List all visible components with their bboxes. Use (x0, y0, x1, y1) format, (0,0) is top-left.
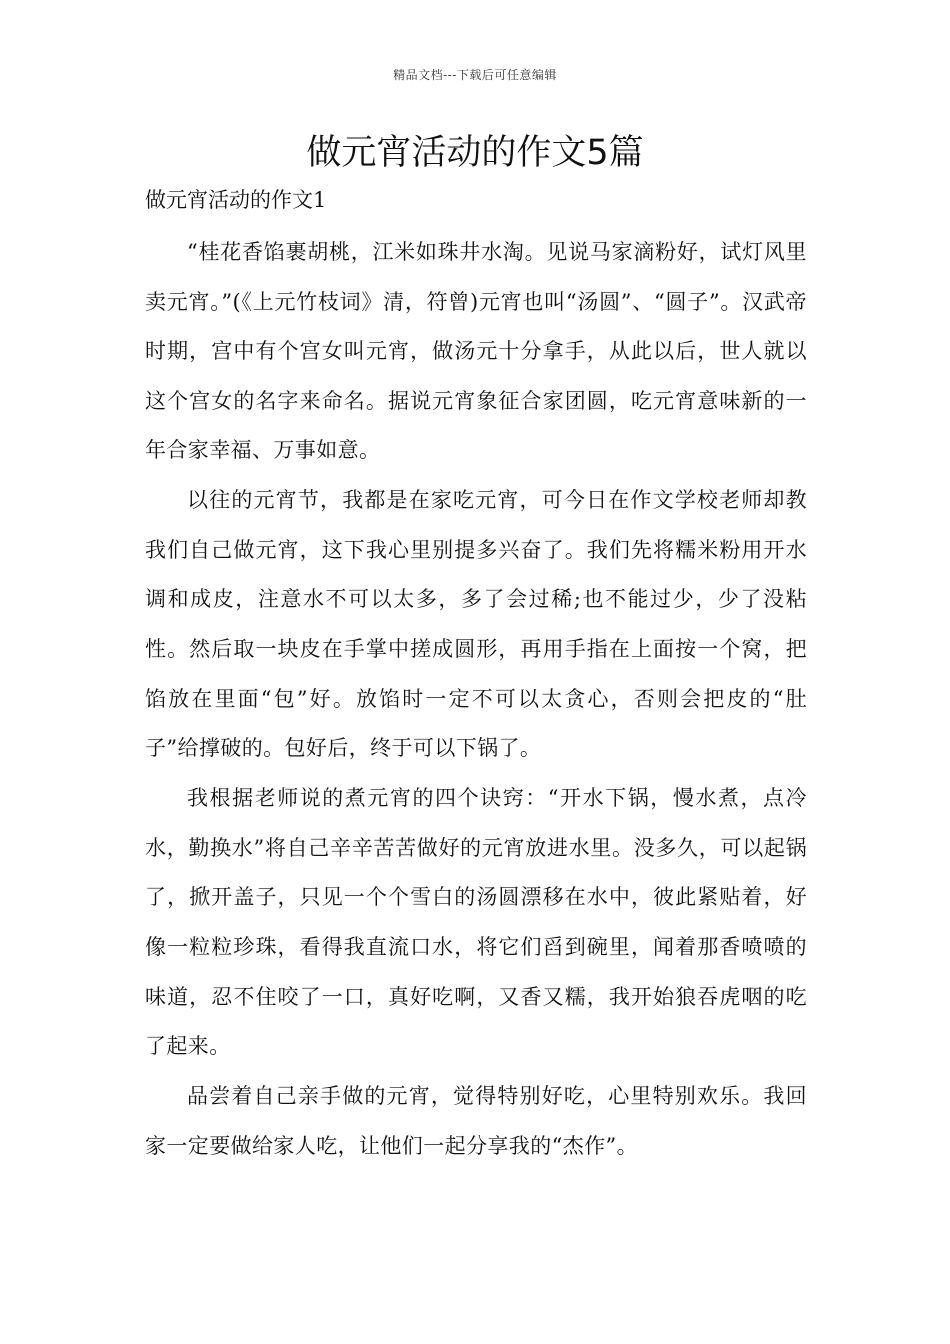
header-note: 精品文档---下载后可任意编辑 (393, 68, 557, 82)
paragraph-3: 我根据老师说的煮元宵的四个诀窍：“开水下锅，慢水煮，点冷水，勤换水”将自己辛辛苦苦做好的元宵放进水里。没多久，可以起锅了，掀开盖子，只见一个个雪白的汤圆漂移在水中，彼此紧贴着，好像一粒粒珍珠，看得我直流口水，将它们舀到碗里，闻着那香喷喷的味道，忍不住咬了一口，真好吃啊，又香又糯，我开始狼吞虎咽的吃了起来。 (145, 786, 807, 1059)
paragraph-1: “桂花香馅裹胡桃，江米如珠井水淘。见说马家滴粉好，试灯风里卖元宵。”(《上元竹枝词》清，符曾)元宵也叫“汤圆”、“圆子”。汉武帝时期，宫中有个宫女叫元宵，做汤元十分拿手，从此以后，世人就以这个宫女的名字来命名。据说元宵象征合家团圆，吃元宵意味新的一年合家幸福、万事如意。 (145, 240, 807, 463)
section-title: 做元宵活动的作文1 (145, 188, 327, 212)
paragraph-4: 品尝着自己亲手做的元宵，觉得特别好吃，心里特别欢乐。我回家一定要做给家人吃，让他们一起分享我的“杰作”。 (145, 1083, 807, 1158)
paragraph-2: 以往的元宵节，我都是在家吃元宵，可今日在作文学校老师却教我们自己做元宵，这下我心里别提多兴奋了。我们先将糯米粉用开水调和成皮，注意水不可以太多，多了会过稀;也不能过少，少了没粘性。然后取一块皮在手掌中搓成圆形，再用手指在上面按一个窝，把馅放在里面“包”好。放馅时一定不可以太贪心，否则会把皮的“肚子”给撑破的。包好后，终于可以下锅了。 (145, 488, 807, 761)
document-body (145, 228, 807, 1171)
document-title: 做元宵活动的作文5篇 (306, 133, 644, 173)
